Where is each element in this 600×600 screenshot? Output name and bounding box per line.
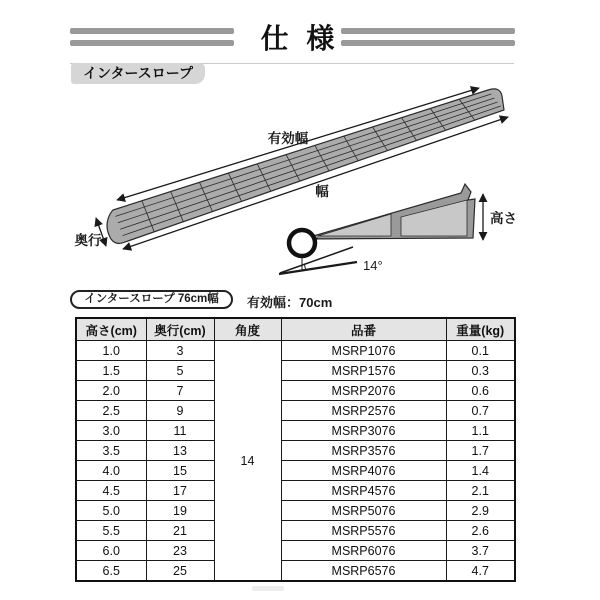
header-angle: 角度	[214, 318, 281, 341]
cell-depth: 3	[146, 341, 214, 361]
title-decoration-bars-right	[341, 28, 515, 46]
cell-depth: 15	[146, 461, 214, 481]
cell-part-number: MSRP2076	[281, 381, 446, 401]
cell-depth: 25	[146, 561, 214, 582]
cell-part-number: MSRP1076	[281, 341, 446, 361]
cell-part-number: MSRP5076	[281, 501, 446, 521]
table-header-row	[76, 318, 515, 341]
angle-arc	[305, 264, 306, 269]
decoration-bar	[341, 28, 515, 34]
cell-part-number: MSRP5576	[281, 521, 446, 541]
cropped-footer-artifact	[252, 586, 284, 591]
cell-height: 2.0	[76, 381, 146, 401]
table-row	[76, 421, 515, 441]
cell-height: 3.5	[76, 441, 146, 461]
decoration-bar	[341, 40, 515, 46]
cell-height: 1.5	[76, 361, 146, 381]
angle-baseline	[279, 262, 357, 274]
table-row	[76, 381, 515, 401]
table-row	[76, 501, 515, 521]
cell-part-number: MSRP6576	[281, 561, 446, 582]
cell-height: 4.5	[76, 481, 146, 501]
table-row	[76, 441, 515, 461]
cell-weight: 2.1	[446, 481, 515, 501]
cell-height: 6.5	[76, 561, 146, 582]
cell-depth: 21	[146, 521, 214, 541]
cell-weight: 0.6	[446, 381, 515, 401]
table-row	[76, 521, 515, 541]
cell-part-number: MSRP3576	[281, 441, 446, 461]
table-row	[76, 401, 515, 421]
cell-depth: 11	[146, 421, 214, 441]
cell-weight: 1.1	[446, 421, 515, 441]
table-row	[76, 461, 515, 481]
effective-width-note: 有効幅：70cm	[247, 295, 333, 310]
cell-weight: 1.7	[446, 441, 515, 461]
header-weight: 重量(kg)	[446, 318, 515, 341]
header-part-number: 品番	[281, 318, 446, 341]
cell-weight: 2.6	[446, 521, 515, 541]
cell-depth: 9	[146, 401, 214, 421]
header-depth: 奥行(cm)	[146, 318, 214, 341]
effective-width-label: 有効幅	[267, 131, 309, 146]
cell-weight: 0.3	[446, 361, 515, 381]
product-name-pill: インタースロープ 76cm幅	[70, 290, 233, 309]
cell-part-number: MSRP6076	[281, 541, 446, 561]
cell-part-number: MSRP2576	[281, 401, 446, 421]
cell-height: 5.0	[76, 501, 146, 521]
cell-height: 5.5	[76, 521, 146, 541]
width-label: 幅	[315, 184, 329, 199]
ramp-side-panel	[318, 214, 391, 236]
table-row	[76, 361, 515, 381]
cell-weight: 3.7	[446, 541, 515, 561]
cell-weight: 0.7	[446, 401, 515, 421]
cell-depth: 17	[146, 481, 214, 501]
cell-part-number: MSRP1576	[281, 361, 446, 381]
cell-part-number: MSRP3076	[281, 421, 446, 441]
cell-height: 2.5	[76, 401, 146, 421]
table-row	[76, 541, 515, 561]
cell-height: 6.0	[76, 541, 146, 561]
table-row	[76, 561, 515, 582]
cell-part-number: MSRP4076	[281, 461, 446, 481]
cell-weight: 0.1	[446, 341, 515, 361]
section-tag: インタースロープ	[71, 63, 205, 84]
table-row	[76, 341, 515, 361]
spec-table	[75, 317, 516, 582]
angle-value-label: 14°	[363, 258, 383, 273]
cell-depth: 23	[146, 541, 214, 561]
cell-weight: 2.9	[446, 501, 515, 521]
wheel-icon	[289, 230, 315, 256]
depth-label: 奥行	[74, 233, 102, 248]
table-row	[76, 481, 515, 501]
cell-depth: 13	[146, 441, 214, 461]
ramp-diagram	[60, 86, 540, 288]
cell-height: 3.0	[76, 421, 146, 441]
cell-height: 4.0	[76, 461, 146, 481]
cell-depth: 19	[146, 501, 214, 521]
header-height: 高さ(cm)	[76, 318, 146, 341]
cell-height: 1.0	[76, 341, 146, 361]
cell-weight: 4.7	[446, 561, 515, 582]
spec-table-body	[76, 341, 515, 582]
page-title: 仕 様	[260, 23, 340, 54]
height-label: 高さ	[490, 211, 517, 226]
cell-depth: 7	[146, 381, 214, 401]
cell-part-number: MSRP4576	[281, 481, 446, 501]
cell-depth: 5	[146, 361, 214, 381]
cell-angle: 14	[214, 341, 281, 582]
cell-weight: 1.4	[446, 461, 515, 481]
